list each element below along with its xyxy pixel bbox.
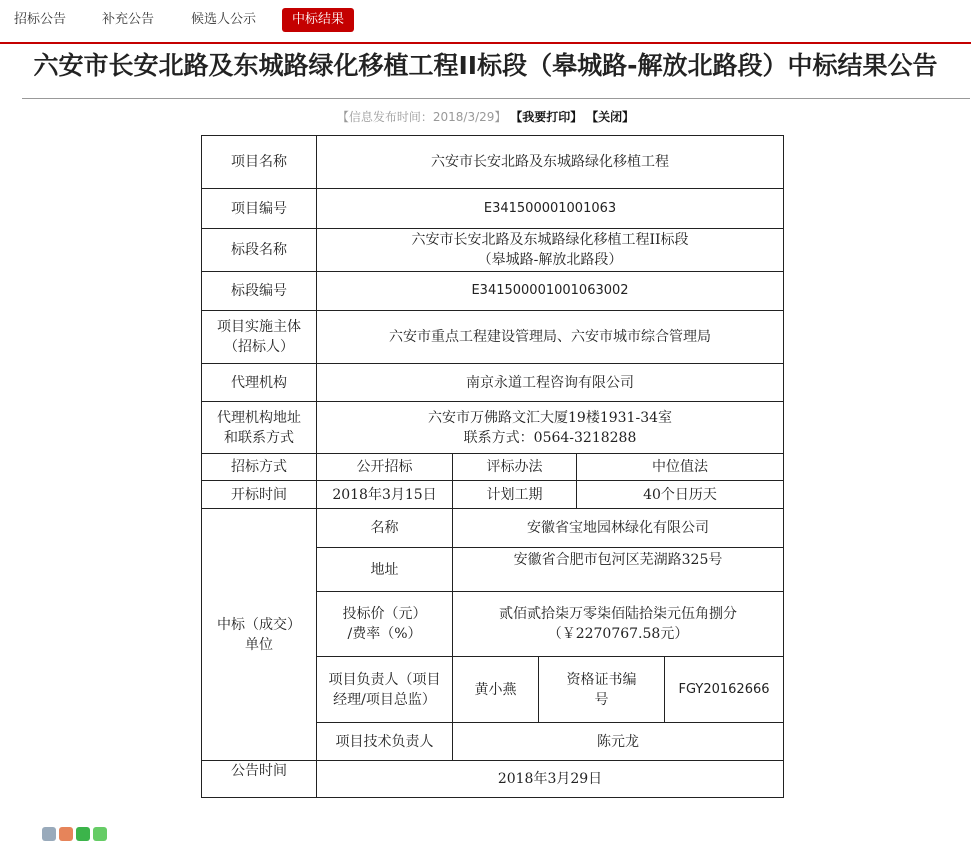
project-no-value: E341500001001063 — [317, 189, 784, 229]
owner-label — [202, 311, 317, 364]
price-label-line-1: 投标价（元） — [342, 606, 427, 622]
open-time-value: 2018年3月15日 — [317, 481, 453, 509]
table-row — [202, 311, 784, 364]
winner-name-value: 安徽省宝地园林绿化有限公司 — [453, 509, 784, 548]
tab-supplement-notice[interactable]: 补充公告 — [102, 12, 155, 27]
share-wechat-icon[interactable] — [76, 827, 90, 841]
share-weibo-icon[interactable] — [59, 827, 73, 841]
table-row — [202, 402, 784, 454]
tab-candidate-notice[interactable]: 候选人公示 — [191, 12, 257, 27]
project-name-label: 项目名称 — [202, 136, 317, 189]
table-row — [202, 272, 784, 311]
cert-label-line-2: 号 — [594, 691, 609, 708]
print-link[interactable]: 【我要打印】 — [510, 110, 583, 124]
winner-name-label: 名称 — [317, 509, 453, 548]
agency-addr-label-line-2: 和联系方式 — [224, 429, 294, 446]
table-row — [202, 509, 784, 548]
section-name-value — [317, 229, 784, 272]
price-label — [317, 592, 453, 657]
price-words: 贰佰贰拾柒万零柒佰陆拾柒元伍角捌分 — [499, 606, 738, 622]
section-no-value: E341500001001063002 — [317, 272, 784, 311]
winner-label-line-2: 单位 — [245, 636, 273, 653]
tab-award-result[interactable]: 中标结果 — [282, 8, 354, 32]
winner-addr-label: 地址 — [317, 548, 453, 592]
project-name-value: 六安市长安北路及东城路绿化移植工程 — [317, 136, 784, 189]
tab-underline — [0, 42, 971, 44]
price-value — [453, 592, 784, 657]
duration-label: 计划工期 — [453, 481, 577, 509]
winner-label-line-1: 中标（成交） — [217, 616, 301, 633]
table-row — [202, 136, 784, 189]
table-row — [202, 761, 784, 798]
open-time-label: 开标时间 — [202, 481, 317, 509]
notice-time-label: 公告时间 — [202, 761, 317, 798]
publish-time: 【信息发布时间：2018/3/29】 — [336, 110, 507, 124]
share-bar — [42, 826, 122, 835]
title-divider — [22, 98, 970, 99]
close-link[interactable]: 【关闭】 — [586, 110, 635, 124]
cert-label — [539, 657, 665, 723]
section-no-label: 标段编号 — [202, 272, 317, 311]
table-row — [202, 454, 784, 481]
tab-bid-notice[interactable]: 招标公告 — [14, 12, 67, 27]
cert-label-line-1: 资格证书编 — [566, 671, 637, 688]
table-row — [202, 189, 784, 229]
section-name-label: 标段名称 — [202, 229, 317, 272]
duration-value: 40个日历天 — [577, 481, 784, 509]
pm-label-line-1: 项目负责人（项目 — [328, 671, 441, 688]
share-qzone-icon[interactable] — [93, 827, 107, 841]
agency-value: 南京永道工程咨询有限公司 — [317, 364, 784, 402]
agency-address: 六安市万佛路文汇大厦19楼1931-34室 — [428, 409, 673, 426]
agency-contact: 联系方式：0564-3218288 — [463, 429, 637, 446]
tech-lead-label: 项目技术负责人 — [317, 723, 453, 761]
winner-addr-value: 安徽省合肥市包河区芜湖路325号 — [453, 548, 784, 592]
price-label-line-2: /费率（%） — [347, 626, 422, 642]
price-number: （￥2270767.58元） — [547, 626, 689, 642]
eval-method-label: 评标办法 — [453, 454, 577, 481]
agency-addr-label-line-1: 代理机构地址 — [217, 409, 301, 426]
eval-method-value: 中位值法 — [577, 454, 784, 481]
page-title: 六安市长安北路及东城路绿化移植工程II标段（皋城路-解放北路段）中标结果公告 — [33, 51, 938, 80]
bid-method-label: 招标方式 — [202, 454, 317, 481]
tech-lead-value: 陈元龙 — [453, 723, 784, 761]
share-generic-icon[interactable] — [42, 827, 56, 841]
table-row — [202, 229, 784, 272]
section-name-line-1: 六安市长安北路及东城路绿化移植工程II标段 — [411, 232, 689, 248]
agency-label: 代理机构 — [202, 364, 317, 402]
owner-label-line-2: （招标人） — [224, 339, 294, 355]
agency-addr-value — [317, 402, 784, 454]
owner-value: 六安市重点工程建设管理局、六安市城市综合管理局 — [317, 311, 784, 364]
owner-label-line-1: 项目实施主体 — [217, 319, 301, 335]
agency-addr-label — [202, 402, 317, 454]
pm-label — [317, 657, 453, 723]
project-no-label: 项目编号 — [202, 189, 317, 229]
meta-bar — [0, 108, 971, 125]
section-name-line-2: （皋城路-解放北路段） — [477, 252, 623, 268]
award-info-table — [201, 135, 784, 798]
tab-bar — [0, 0, 971, 44]
pm-name-value: 黄小燕 — [453, 657, 539, 723]
table-row — [202, 364, 784, 402]
cert-no-value: FGY20162666 — [665, 657, 784, 723]
table-row — [202, 481, 784, 509]
winner-label — [202, 509, 317, 761]
bid-method-value: 公开招标 — [317, 454, 453, 481]
notice-time-value: 2018年3月29日 — [317, 761, 784, 798]
pm-label-line-2: 经理/项目总监） — [333, 691, 436, 708]
